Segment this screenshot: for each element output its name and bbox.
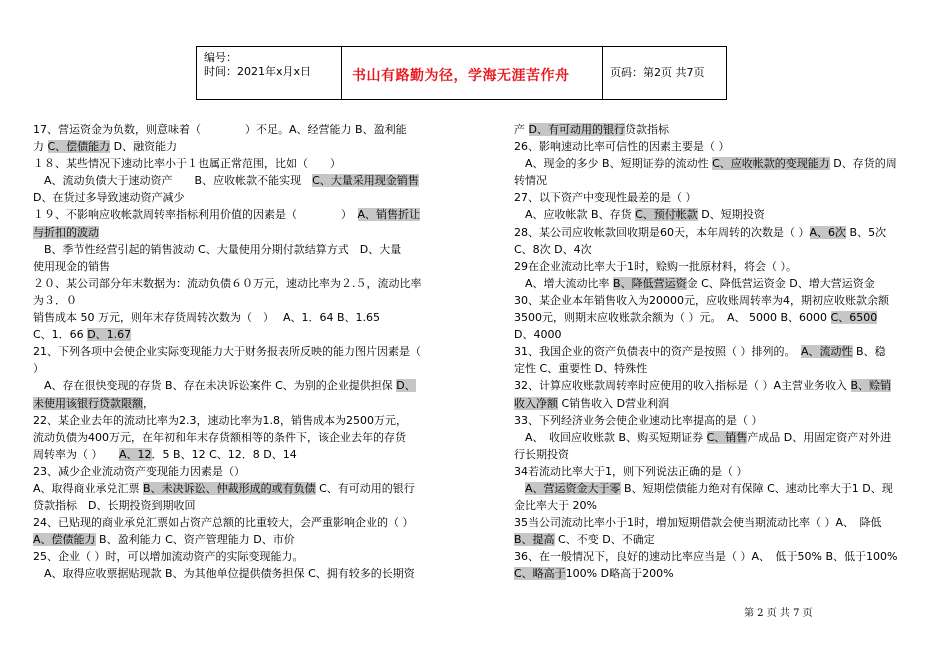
text-line: [33, 446, 445, 463]
text-line: [514, 292, 919, 309]
highlighted-answer: C、预付帐款: [635, 208, 698, 222]
text-run: ２０、某公司部分年末数据为：流动负债６０万元，速动比率为２.５，流动比率: [33, 276, 422, 290]
text-line: [33, 155, 445, 172]
text-line: [33, 548, 445, 565]
text-line: [514, 189, 919, 206]
text-line: [514, 463, 919, 480]
text-line: [33, 326, 445, 343]
text-line: [33, 241, 445, 258]
text-run: A、现金的多少 B、短期证券的流动性: [514, 157, 713, 171]
text-run: 定性 C、重要性 D、特殊性: [514, 362, 648, 376]
text-line: [33, 514, 445, 531]
page-footer: 第 2 页 共 7 页: [744, 608, 813, 619]
text-line: [33, 429, 445, 446]
text-run: ，: [143, 396, 154, 410]
text-run: 销售成本 50 万元，则年末存货周转次数为（ ） A、1．64 B、1.65: [33, 311, 381, 325]
left-question-column: [33, 121, 445, 583]
text-run: 100% D略高于200%: [565, 567, 674, 581]
text-line: [33, 565, 445, 582]
highlighted-answer: D、1.67: [87, 328, 132, 342]
text-run: C、8次 D、4次: [514, 242, 592, 256]
text-run: B、季节性经营引起的销售波动 C、大量使用分期付款结算方式 D、大量: [33, 242, 402, 256]
text-run: 24、已贴现的商业承兑汇票如占资产总额的比重较大，会严重影响企业的（ ）: [33, 516, 414, 530]
highlighted-answer: C、应收帐款的变现能力: [712, 157, 830, 171]
text-line: [514, 326, 919, 343]
text-run: 为３．０: [33, 293, 77, 307]
text-run: A、 收回应收账款 B、购买短期证券: [514, 430, 707, 444]
highlighted-answer: 收入净额: [514, 396, 558, 410]
text-line: [33, 360, 445, 377]
text-line: [514, 548, 919, 565]
text-run: 贷款指标 D、长期投资到期收回: [33, 499, 196, 513]
text-run: 35当公司流动比率小于1时，增加短期借款会使当期流动比率（ ）A、 降低: [514, 516, 882, 530]
highlighted-answer: C、偿债能力: [47, 140, 111, 154]
text-run: 行长期投资: [514, 447, 569, 461]
text-run: A、应收帐款 B、存货: [514, 208, 636, 222]
text-line: [514, 377, 919, 394]
text-run: D、存货的周: [829, 157, 897, 171]
highlighted-answer: 与折扣的波动: [33, 225, 99, 239]
text-run: 32、计算应收账款周转率时应使用的收入指标是（ ）A主营业务收入: [514, 379, 851, 393]
text-line: [33, 497, 445, 514]
text-line: [514, 446, 919, 463]
text-run: 25、企业（ ）时，可以增加流动资产的实际变现能力。: [33, 550, 304, 564]
text-run: 30、某企业本年销售收入为20000元，应收账周转率为4，期初应收账款余额: [514, 293, 889, 307]
text-line: [514, 360, 919, 377]
text-line: [514, 343, 919, 360]
highlighted-answer: A、6次: [809, 225, 847, 239]
text-line: [514, 121, 919, 138]
text-line: [33, 224, 445, 241]
text-run: 金比率大于 20%: [514, 499, 597, 513]
text-line: [514, 429, 919, 446]
text-line: [514, 412, 919, 429]
highlighted-answer: A、偿债能力: [33, 533, 96, 547]
text-run: D、4000: [514, 328, 562, 342]
text-run: 36、在一般情况下，良好的速动比率应当是（ ）A、 低于50% B、低于100%: [514, 550, 898, 564]
highlighted-answer: A、流动性: [801, 345, 853, 359]
text-line: [514, 258, 919, 275]
text-run: B、短期偿债能力绝对有保障 C、速动比率大于1 D、现: [620, 481, 893, 495]
text-run: 26、影响速动比率可信性的因素主要是（ ）: [514, 140, 730, 154]
text-line: [33, 395, 445, 412]
text-run: B、稳: [852, 345, 886, 359]
text-run: １９、不影响应收帐款周转率指标利用价值的因素是（ ）: [33, 208, 358, 222]
text-run: 29在企业流动比率大于1时，赊购一批原材料，将会（ ）。: [514, 259, 797, 273]
text-run: 31、我国企业的资产负债表中的资产是按照（ ）排列的。: [514, 345, 801, 359]
text-line: [514, 172, 919, 189]
text-run: A、取得应收票据贴现款 B、为其他单位提供债务担保 C、拥有较多的长期资: [33, 567, 415, 581]
text-run: 转情况: [514, 174, 547, 188]
text-line: [33, 258, 445, 275]
text-run: B、盈利能力 C、资产管理能力 D、市价: [95, 533, 295, 547]
text-line: [33, 189, 445, 206]
text-line: [514, 531, 919, 548]
text-run: C、1．66: [33, 328, 88, 342]
text-run: 力: [33, 140, 48, 154]
highlighted-answer: A、营运资金大于零: [525, 481, 621, 495]
text-line: [33, 206, 445, 223]
text-run: 使用现金的销售: [33, 259, 110, 273]
highlighted-answer: A、12: [119, 447, 152, 461]
text-run: A、存在很快变现的存货 B、存在未决诉讼案件 C、为别的企业提供担保: [33, 379, 397, 393]
text-line: [33, 275, 445, 292]
text-run: 金 C、降低营运资金 D、增大营运资金: [686, 276, 875, 290]
text-line: [514, 395, 919, 412]
text-line: [33, 377, 445, 394]
text-run: 周转率为（ ）: [33, 447, 119, 461]
highlighted-answer: C、大量采用现金销售: [312, 174, 419, 188]
text-line: [514, 241, 919, 258]
text-run: 3500元，则期末应收账款余额为（ ）元。 A、 5000 B、6000: [514, 311, 831, 325]
text-line: [514, 224, 919, 241]
text-run: 33、下列经济业务会使企业速动比率提高的是（ ）: [514, 413, 763, 427]
text-run: 28、某公司应收帐款回收期是60天，本年周转的次数是（ ）: [514, 225, 810, 239]
text-line: [514, 275, 919, 292]
text-run: 34若流动比率大于1，则下列说法正确的是（ ）: [514, 464, 748, 478]
time-label: 时间：2021年x月x日: [204, 65, 312, 78]
text-run: A、取得商业承兑汇票: [33, 481, 144, 495]
text-line: [33, 121, 445, 138]
text-run: C、不变 D、不确定: [554, 533, 655, 547]
text-run: 产成品 D、用固定资产对外进: [747, 430, 892, 444]
text-line: [33, 463, 445, 480]
text-run: 21、下列各项中会使企业实际变现能力大于财务报表所反映的能力图片因素是（: [33, 345, 421, 359]
highlighted-answer: B、提高: [514, 533, 555, 547]
text-run: D、在货过多导致速动资产减少: [33, 191, 185, 205]
right-question-column: [514, 121, 919, 583]
text-run: ．5 B、12 C、12．8 D、14: [151, 447, 297, 461]
text-line: [514, 206, 919, 223]
text-run: D、短期投资: [697, 208, 765, 222]
highlighted-answer: C、略高于: [514, 567, 566, 581]
text-line: [33, 172, 445, 189]
text-line: [514, 497, 919, 514]
text-line: [514, 514, 919, 531]
text-line: [33, 480, 445, 497]
text-run: ）: [33, 362, 44, 376]
text-run: １８、某些情况下速动比率小于１也属正常范围，比如（ ）: [33, 157, 341, 171]
motto-text: 书山有路勤为径，学海无涯苦作舟: [352, 68, 570, 84]
highlighted-answer: 未使用该银行贷款限额: [33, 396, 143, 410]
text-line: [514, 155, 919, 172]
text-line: [514, 565, 919, 582]
highlighted-answer: C、6500: [830, 311, 878, 325]
text-run: 27、以下资产中变现性最差的是（ ）: [514, 191, 697, 205]
page-label: 页码：第2页 共7页: [610, 66, 705, 79]
text-line: [33, 343, 445, 360]
highlighted-answer: D、: [396, 379, 416, 393]
text-run: 流动负债为400万元，在年初和年末存货额相等的条件下，该企业去年的存货: [33, 430, 406, 444]
text-run: D、融资能力: [110, 140, 178, 154]
text-run: 产: [514, 123, 529, 136]
highlighted-answer: B、赊销: [850, 379, 892, 393]
number-label: 编号：: [204, 51, 237, 64]
text-run: [514, 482, 525, 495]
text-run: 22、某企业去年的流动比率为2.3，速动比率为1.8，销售成本为2500万元，: [33, 413, 407, 427]
text-line: [514, 309, 919, 326]
text-run: 17、营运资金为负数，则意味着（ ）不足。A、经营能力 B、盈利能: [33, 123, 407, 136]
text-run: A、增大流动比率: [514, 276, 614, 290]
text-line: [33, 292, 445, 309]
text-line: [514, 480, 919, 497]
text-run: C、有可动用的银行: [315, 481, 415, 495]
text-run: A、流动负债大于速动资产 B、应收帐款不能实现: [33, 174, 313, 188]
text-line: [33, 412, 445, 429]
highlighted-answer: B、降低营运资: [613, 276, 687, 290]
text-run: C销售收入 D营业利润: [558, 396, 670, 410]
text-line: [33, 531, 445, 548]
highlighted-answer: D、有可动用的银行: [528, 123, 625, 136]
highlighted-answer: A、销售折让: [357, 208, 421, 222]
text-line: [514, 138, 919, 155]
highlighted-answer: B、未决诉讼、仲裁形成的或有负债: [143, 481, 316, 495]
highlighted-answer: C、销售: [706, 430, 748, 444]
text-run: 23、减少企业流动资产变现能力因素是（）: [33, 464, 245, 478]
text-run: 贷款指标: [624, 123, 669, 136]
text-line: [33, 309, 445, 326]
text-line: [33, 138, 445, 155]
text-run: B、5次: [846, 225, 887, 239]
